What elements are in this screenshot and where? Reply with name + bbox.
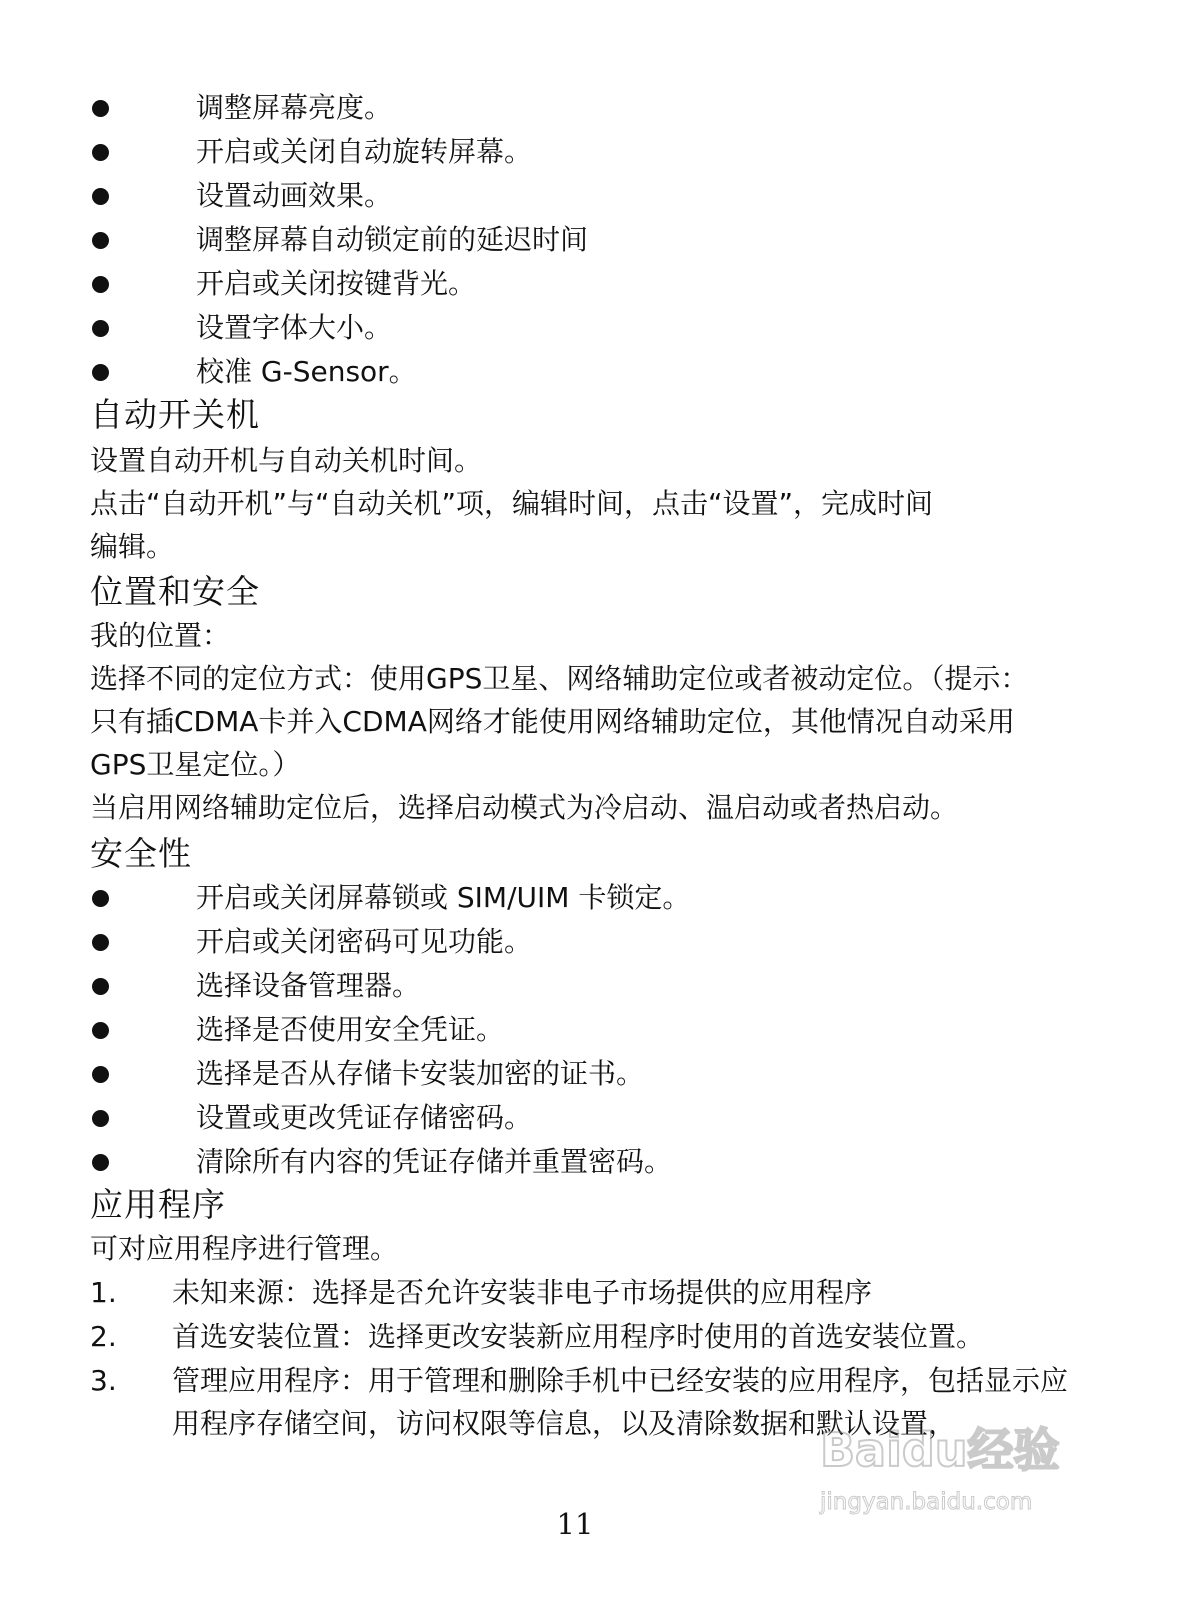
list-number: 2. bbox=[90, 1320, 117, 1353]
bullet-icon bbox=[92, 276, 109, 293]
bullet-icon bbox=[92, 978, 109, 995]
baidu-watermark bbox=[820, 1420, 1080, 1540]
bullet-icon bbox=[92, 320, 109, 337]
list-item bbox=[90, 1271, 1072, 1315]
bullet-icon bbox=[92, 1110, 109, 1127]
paragraph: 只有插CDMA卡并入CDMA网络才能使用网络辅助定位，其他情况自动采用 bbox=[90, 705, 1015, 738]
bullet-icon bbox=[92, 1022, 109, 1039]
bullet-icon bbox=[92, 934, 109, 951]
list-item-text: 管理应用程序：用于管理和删除手机中已经安装的应用程序，包括显示应用程序存储空间，访问权限等信息，以及清除数据和默认设置， bbox=[172, 1364, 1069, 1440]
page-number: 11 bbox=[556, 1507, 594, 1541]
bullet-icon bbox=[92, 1066, 109, 1083]
paragraph: 当启用网络辅助定位后，选择启动模式为冷启动、温启动或者热启动。 bbox=[90, 791, 959, 824]
paragraph: 设置自动开机与自动关机时间。 bbox=[90, 444, 483, 477]
apps-numbered-list bbox=[90, 1271, 1072, 1445]
list-number: 3. bbox=[90, 1364, 117, 1397]
bullet-icon bbox=[92, 364, 109, 381]
watermark-logo: Baidu经验 bbox=[820, 1423, 1060, 1477]
paragraph: GPS卫星定位。） bbox=[90, 748, 301, 781]
bullet-icon bbox=[92, 1154, 109, 1171]
bullet-icon bbox=[92, 890, 109, 907]
paragraph: 编辑。 bbox=[90, 530, 175, 563]
document-page: 调整屏幕亮度。 开启或关闭自动旋转屏幕。 设置动画效果。 调整屏幕自动锁定前的延迟时间 开启或关闭按键背光。 设置字体大小。 校准 G-Sensor。 自动开关机 设置自动开机与自动关机时间。 点击“自动开机”与“自动关机”项，编辑时间，点击“设置”，完成时间 编辑。 位置和安全 我的位置： 选择不同的定位方式：使用GPS卫星、网络辅助定位或者被动定位。（提示： 只有插CDMA卡并入CDMA网络才能使用网络辅助定位，其他情况自动采用 GPS卫星定位。） 当启用网络辅助定位后，选择启动模式为冷启动、温启动或者热启动。 安全性 开启或关闭屏幕锁或 SIM/UIM 卡锁定。 开启或关闭密码可见功能。 选择设备管理器。 选择是否使用安全凭证。 选择是否从存储卡安装加密的证书。 设置或更改凭证存储密码。 清除所有内容的凭证存储并重置密码。 应用程序 可对应用程序进行管理。 1. 未知来源：选择是否允许安装非电子市场提供的应用程序 2. 首选安装位置：选择更改安装新应用程序时使用的首选安装位置。 3. 管理应用程序：用于管理和删除手机中已经安装的应用程序，包括显示应用程序存储空间，访问权限等信息，以及清除数据和默认设置， 11 Baidu经验 jingyan.baidu.com bbox=[0, 0, 1179, 1610]
paragraph: 可对应用程序进行管理。 bbox=[90, 1232, 399, 1265]
list-item-text: 未知来源：选择是否允许安装非电子市场提供的应用程序 bbox=[172, 1276, 873, 1309]
section-heading-apps: 应用程序 bbox=[90, 1185, 226, 1224]
section-heading-auto-power: 自动开关机 bbox=[90, 395, 260, 434]
list-number: 1. bbox=[90, 1276, 117, 1309]
list-item bbox=[90, 1315, 1072, 1359]
paragraph: 我的位置： bbox=[90, 619, 231, 652]
list-item-text: 首选安装位置：选择更改安装新应用程序时使用的首选安装位置。 bbox=[172, 1320, 985, 1353]
paragraph: 点击“自动开机”与“自动关机”项，编辑时间，点击“设置”，完成时间 bbox=[90, 487, 934, 520]
bullet-icon bbox=[92, 144, 109, 161]
section-heading-security: 安全性 bbox=[90, 834, 192, 873]
bullet-icon bbox=[92, 232, 109, 249]
bullet-icon bbox=[92, 188, 109, 205]
section-heading-location-security: 位置和安全 bbox=[90, 572, 260, 611]
bullet-icon bbox=[92, 100, 109, 117]
watermark-url: jingyan.baidu.com bbox=[820, 1489, 1033, 1515]
paragraph: 选择不同的定位方式：使用GPS卫星、网络辅助定位或者被动定位。（提示： bbox=[90, 662, 1029, 695]
